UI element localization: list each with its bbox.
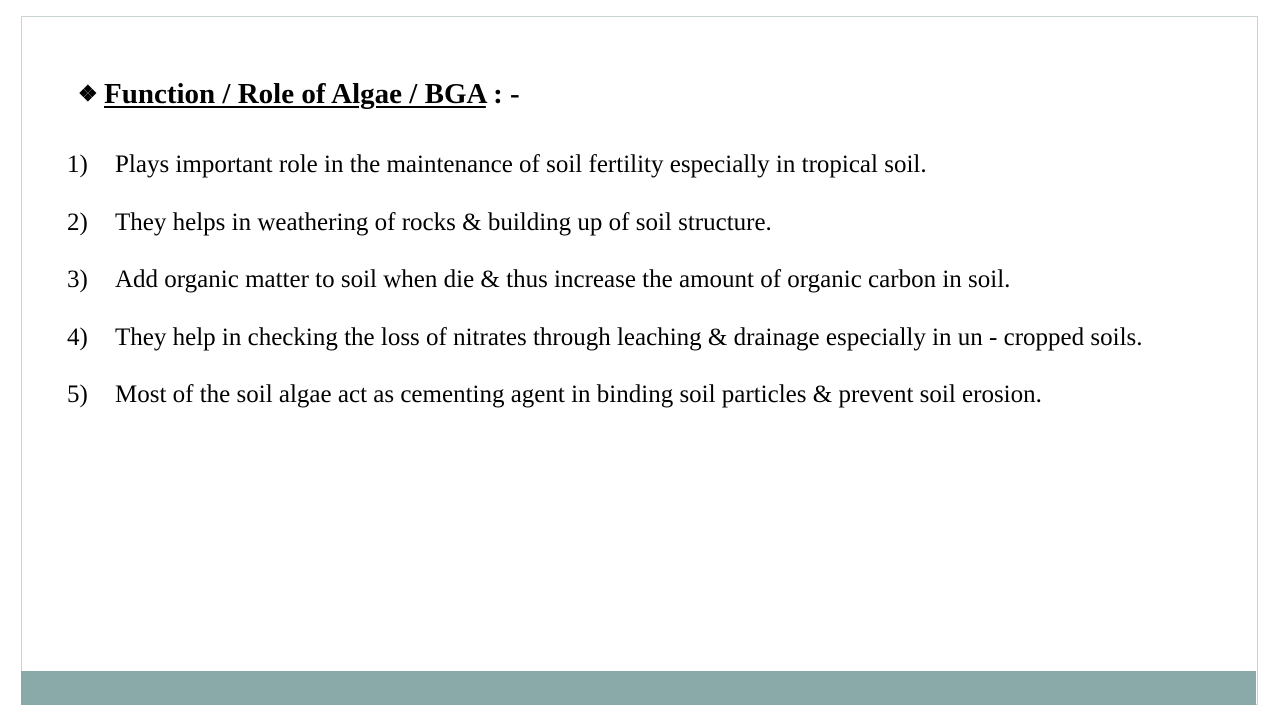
list-item-number: 2) [67, 208, 88, 236]
footer-bar [21, 671, 1256, 705]
slide-heading [78, 76, 520, 112]
list-item-text: They helps in weathering of rocks & building up of soil structure. [115, 208, 772, 236]
diamond-bullet-icon: ❖ [78, 81, 98, 106]
list-item-text: Most of the soil algae act as cementing agent in binding soil particles & prevent soil erosion. [115, 381, 1042, 408]
list-item-text: Plays important role in the maintenance of soil fertility especially in tropical soil. [115, 151, 927, 178]
list-item-number: 5) [67, 381, 88, 408]
list-item-text: They help in checking the loss of nitrates through leaching & drainage especially in un - cropped soils. [115, 323, 1143, 351]
heading-suffix: : - [485, 78, 520, 110]
list-item [67, 309, 1215, 367]
list-item-number: 1) [67, 151, 88, 178]
list-item [67, 194, 1215, 252]
list-item [67, 136, 1215, 194]
list-item-number: 3) [67, 266, 88, 293]
list-item-text: Add organic matter to soil when die & thus increase the amount of organic carbon in soil. [115, 266, 1011, 293]
function-list [67, 136, 1215, 424]
heading-title: Function / Role of Algae / BGA [104, 78, 486, 110]
list-item-number: 4) [67, 323, 88, 351]
list-item [67, 366, 1215, 424]
list-item [67, 251, 1215, 309]
